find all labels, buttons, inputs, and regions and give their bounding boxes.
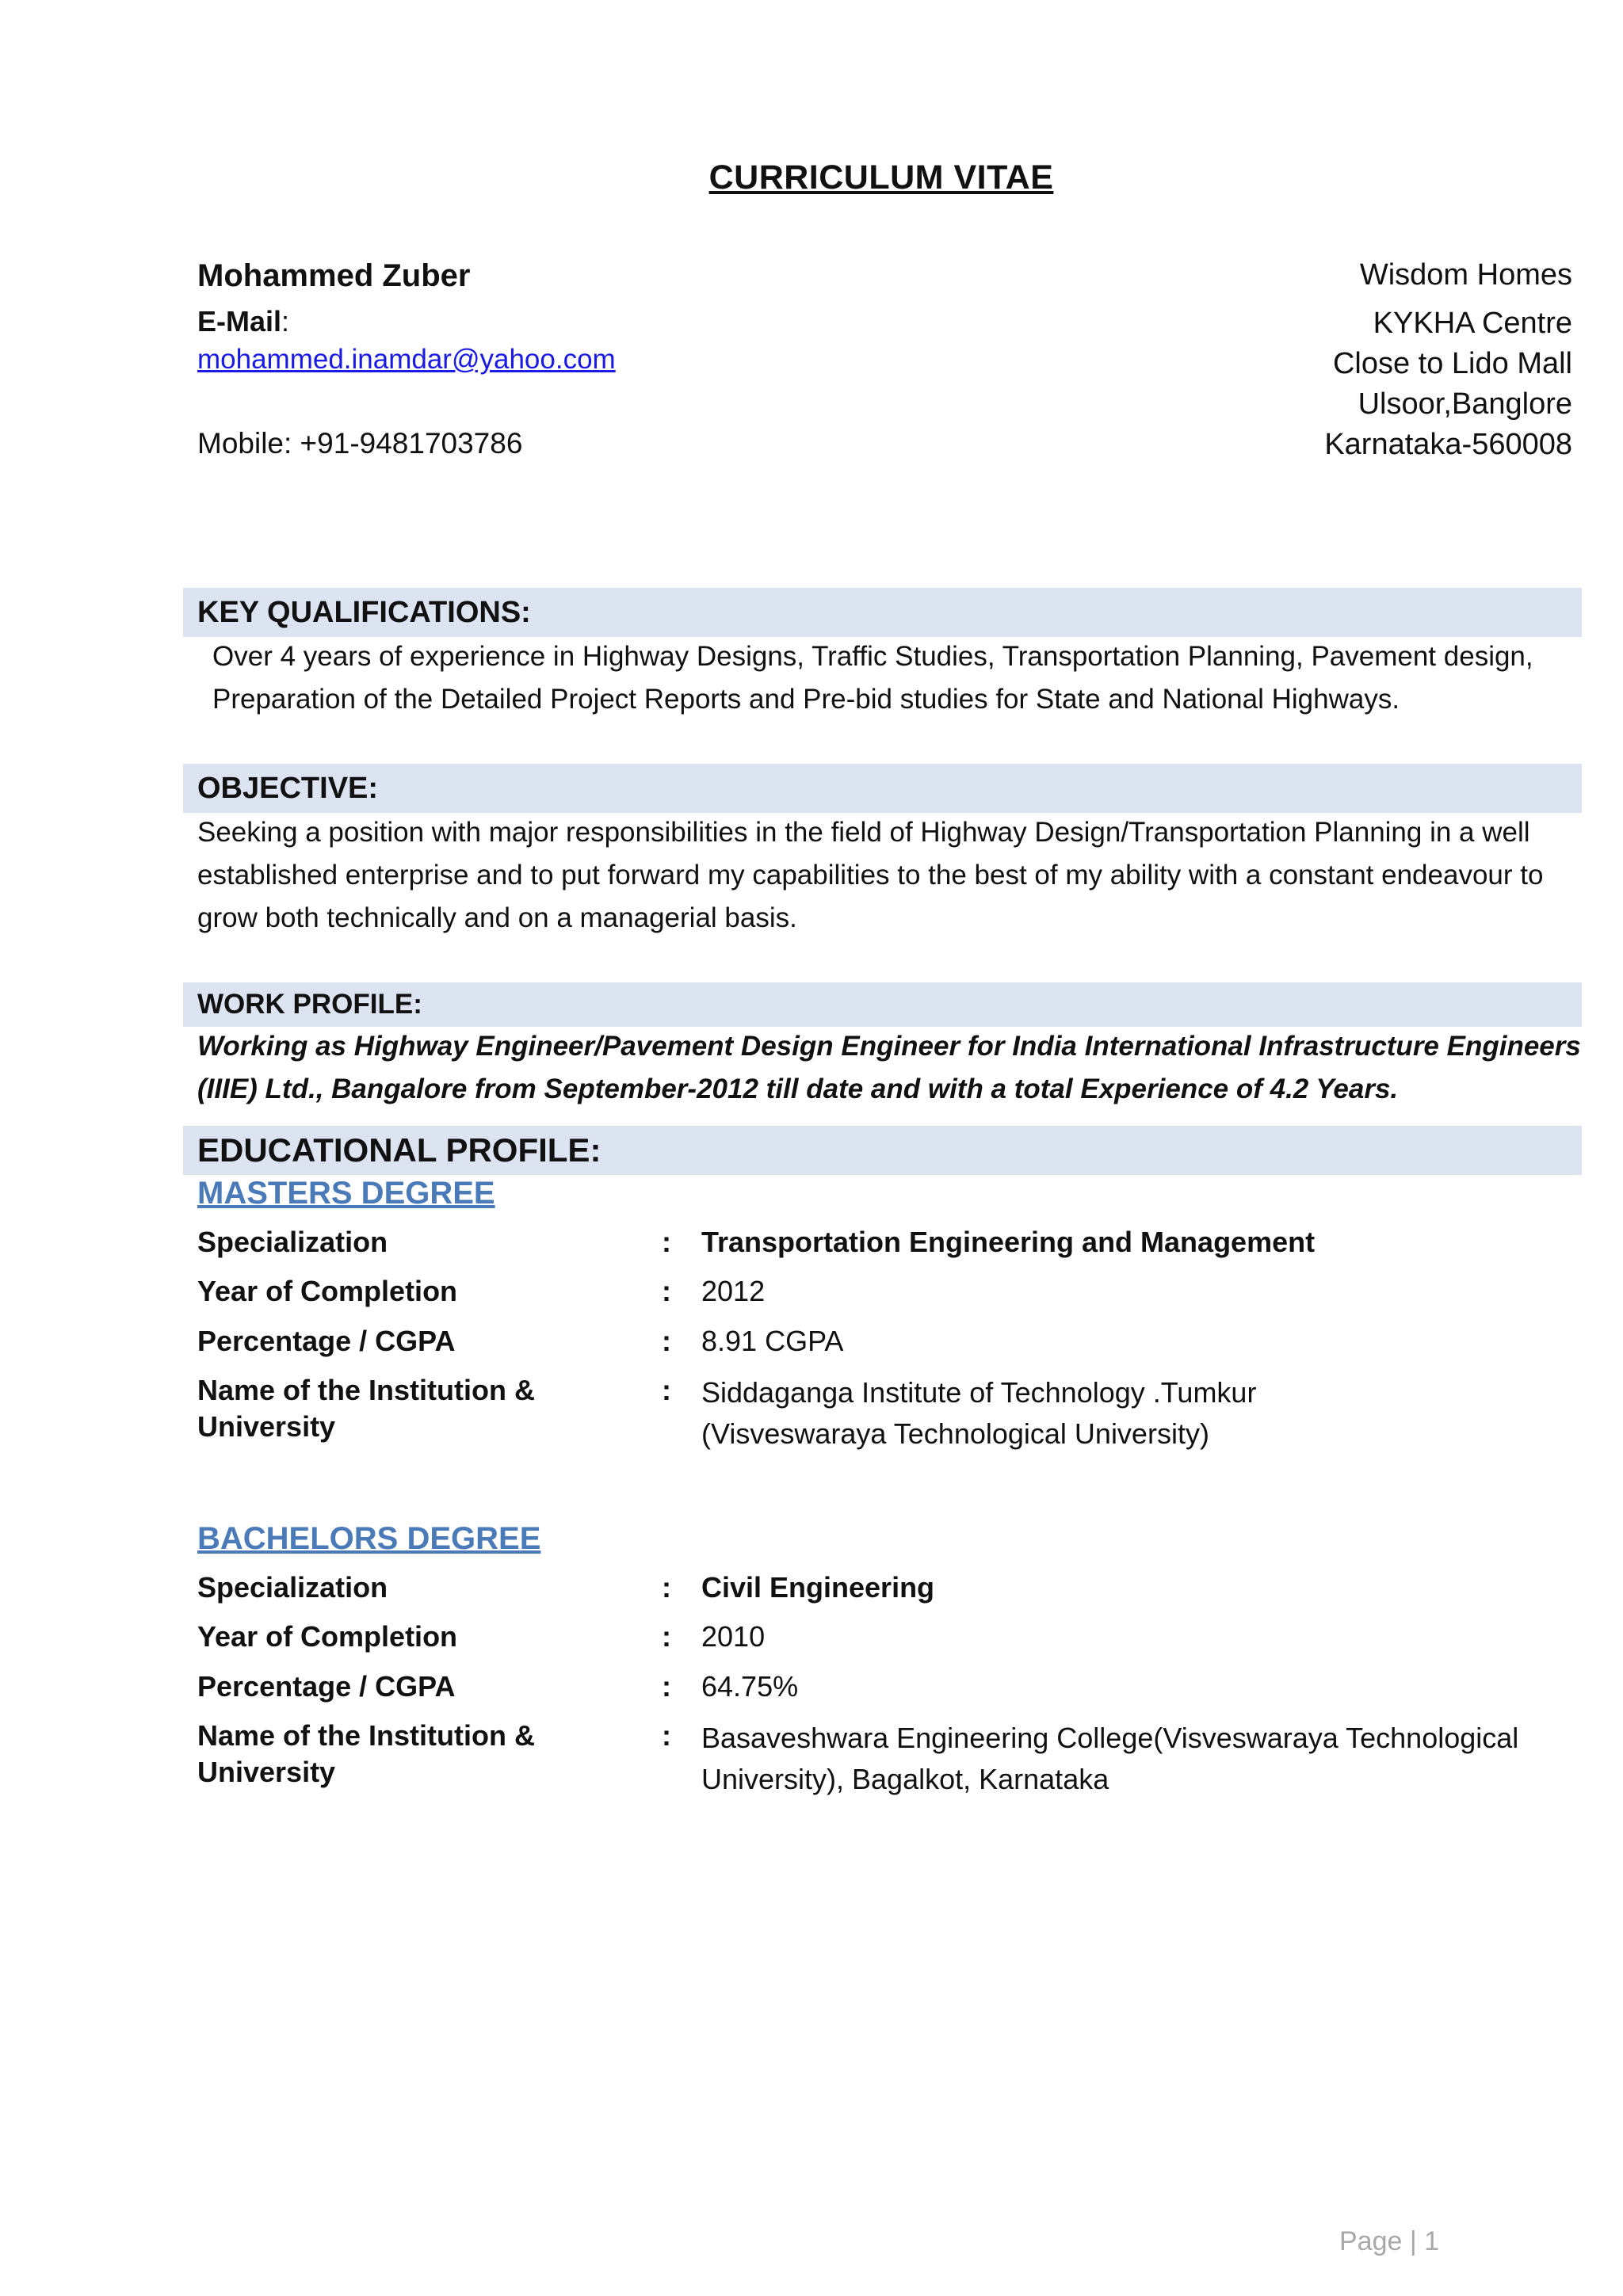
email-label-colon: : (281, 305, 290, 338)
row-colon: : (662, 1620, 671, 1653)
address-block (938, 255, 1572, 465)
work-profile-heading: WORK PROFILE: (183, 982, 1582, 1027)
page-number-footer: Page | 1 (1339, 2226, 1440, 2256)
row-value (701, 1718, 1573, 1800)
row-label-line: Name of the Institution & (197, 1719, 535, 1752)
masters-degree-heading: MASTERS DEGREE (197, 1176, 495, 1211)
row-colon: : (662, 1325, 671, 1357)
paragraph-line: established enterprise and to put forward my capabilities to the best of my ability with a constant endeavour to (197, 860, 1544, 891)
paragraph-line: Seeking a position with major responsibilities in the field of Highway Design/Transportation Planning in a well (197, 817, 1530, 848)
educational-profile-heading: EDUCATIONAL PROFILE: (183, 1126, 1582, 1175)
paragraph-line: Over 4 years of experience in Highway Designs, Traffic Studies, Transportation Planning, Pavement design, (212, 641, 1533, 672)
row-colon: : (662, 1275, 671, 1307)
row-label: Specialization (197, 1226, 388, 1258)
paragraph-line: Working as Highway Engineer/Pavement Design Engineer for India International Infrastructure Engineers (197, 1031, 1581, 1062)
row-value: 2012 (701, 1275, 766, 1307)
address-line: Close to Lido Mall (1332, 347, 1572, 380)
row-value (701, 1372, 1573, 1455)
row-label (197, 1372, 609, 1445)
row-value: 8.91 CGPA (701, 1325, 844, 1357)
row-value: Civil Engineering (701, 1571, 935, 1604)
contact-block (197, 254, 911, 463)
email-link[interactable]: mohammed.inamdar@yahoo.com (197, 344, 616, 375)
row-value: Transportation Engineering and Management (701, 1226, 1316, 1258)
row-label: Year of Completion (197, 1620, 458, 1653)
row-label: Percentage / CGPA (197, 1325, 456, 1357)
email-label: E-Mail (197, 305, 282, 338)
objective-heading: OBJECTIVE: (183, 764, 1582, 813)
row-colon: : (662, 1374, 671, 1406)
key-qualifications-text (212, 635, 1591, 721)
row-label-line: Name of the Institution & (197, 1374, 535, 1406)
row-label-line: University (197, 1756, 336, 1788)
email-label-line (197, 303, 911, 341)
row-label-line: University (197, 1410, 336, 1443)
key-qualifications-heading: KEY QUALIFICATIONS: (183, 588, 1582, 637)
row-colon: : (662, 1571, 671, 1604)
row-colon: : (662, 1719, 671, 1752)
mobile-number: Mobile: +91-9481703786 (197, 427, 523, 460)
row-label: Specialization (197, 1571, 388, 1604)
paragraph-line: grow both technically and on a managerial basis. (197, 902, 797, 933)
address-line: KYKHA Centre (1373, 307, 1572, 340)
paragraph-line: (IIIE) Ltd., Bangalore from September-2012 till date and with a total Experience of 4.2 Years. (197, 1074, 1399, 1104)
row-value-line: Siddaganga Institute of Technology .Tumkur (701, 1376, 1257, 1409)
row-value-line: Basaveshwara Engineering College(Visveswaraya Technological (701, 1722, 1519, 1754)
row-value: 2010 (701, 1620, 766, 1653)
row-colon: : (662, 1670, 671, 1703)
row-value: 64.75% (701, 1670, 799, 1703)
bachelors-degree-heading: BACHELORS DEGREE (197, 1521, 541, 1556)
row-label: Percentage / CGPA (197, 1670, 456, 1703)
address-line: Karnataka-560008 (1324, 428, 1572, 461)
work-profile-text (197, 1025, 1584, 1111)
address-line: Ulsoor,Banglore (1358, 387, 1572, 421)
document-title: CURRICULUM VITAE (708, 158, 1054, 196)
address-line: Wisdom Homes (1359, 258, 1572, 292)
row-label (197, 1718, 609, 1791)
candidate-name: Mohammed Zuber (197, 258, 471, 293)
paragraph-line: Preparation of the Detailed Project Reports and Pre-bid studies for State and National Highways. (212, 684, 1400, 715)
row-colon: : (662, 1226, 671, 1258)
row-label: Year of Completion (197, 1275, 458, 1307)
row-value-line: (Visveswaraya Technological University) (701, 1417, 1209, 1450)
row-value-line: University), Bagalkot, Karnataka (701, 1763, 1109, 1795)
objective-text (197, 811, 1584, 940)
